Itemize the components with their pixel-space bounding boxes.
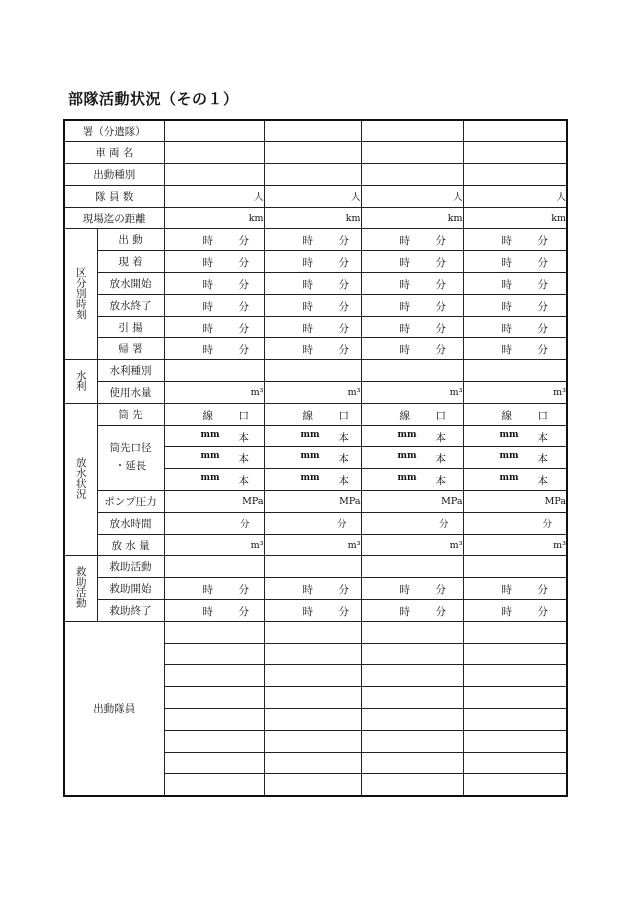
label-time-row: 放水開始: [97, 273, 164, 295]
time-cell[interactable]: 時 分: [463, 251, 567, 273]
cell-input[interactable]: [264, 687, 361, 709]
unit-km[interactable]: km: [164, 207, 264, 229]
section-label-water: 水利: [64, 360, 97, 404]
label-discharge-volume: 放 水 量: [97, 534, 164, 556]
unit-minute[interactable]: 分: [164, 512, 264, 534]
time-cell[interactable]: 時 分: [463, 229, 567, 251]
row-time-2: [64, 251, 567, 273]
label-distance: 現場迄の距離: [64, 207, 164, 229]
row-pump-pressure: [64, 491, 567, 513]
label-time-row: 現 着: [97, 251, 164, 273]
cell-input[interactable]: [264, 120, 361, 142]
cell-input[interactable]: [463, 360, 567, 382]
row-time-5: [64, 316, 567, 338]
cell-input[interactable]: [164, 687, 264, 709]
row-vehicle: [64, 142, 567, 164]
cell-input[interactable]: [164, 142, 264, 164]
time-cell[interactable]: 時 分: [264, 294, 361, 316]
row-water-used: [64, 382, 567, 404]
unit-m3[interactable]: m³: [361, 534, 463, 556]
cell-input[interactable]: [463, 752, 567, 774]
unit-mpa[interactable]: MPa: [361, 491, 463, 513]
time-cell[interactable]: 時 分: [463, 578, 567, 600]
unit-m3[interactable]: m³: [264, 534, 361, 556]
unit-person[interactable]: 人: [463, 185, 567, 207]
unit-person[interactable]: 人: [361, 185, 463, 207]
label-rescue-start: 救助開始: [97, 578, 164, 600]
caliber-cell[interactable]: mm 本: [264, 469, 361, 491]
caliber-cell[interactable]: mm 本: [361, 425, 463, 447]
caliber-cell[interactable]: mm 本: [164, 469, 264, 491]
unit-km[interactable]: km: [264, 207, 361, 229]
nozzle-cell[interactable]: 線 口: [164, 403, 264, 425]
section-label-discharge: 放水状況: [64, 403, 97, 556]
unit-km[interactable]: km: [463, 207, 567, 229]
cell-input[interactable]: [361, 164, 463, 186]
row-rescue-end: [64, 600, 567, 622]
cell-input[interactable]: [164, 774, 264, 796]
section-label-time: 区分別時刻: [64, 229, 97, 360]
cell-input[interactable]: [164, 621, 264, 643]
label-nozzle: 筒 先: [97, 403, 164, 425]
time-cell[interactable]: 時 分: [361, 273, 463, 295]
cell-input[interactable]: [361, 360, 463, 382]
caliber-cell[interactable]: mm 本: [463, 447, 567, 469]
cell-input[interactable]: [361, 730, 463, 752]
unit-mpa[interactable]: MPa: [164, 491, 264, 513]
row-dispatch-type: [64, 164, 567, 186]
row-time-6: [64, 338, 567, 360]
cell-input[interactable]: [463, 556, 567, 578]
cell-input[interactable]: [264, 164, 361, 186]
cell-input[interactable]: [463, 120, 567, 142]
cell-input[interactable]: [361, 774, 463, 796]
unit-minute[interactable]: 分: [463, 512, 567, 534]
cell-input[interactable]: [164, 752, 264, 774]
time-cell[interactable]: 時 分: [463, 600, 567, 622]
unit-m3[interactable]: m³: [361, 382, 463, 404]
cell-input[interactable]: [463, 709, 567, 731]
time-cell[interactable]: 時 分: [264, 251, 361, 273]
time-cell[interactable]: 時 分: [361, 229, 463, 251]
label-vehicle: 車 両 名: [64, 142, 164, 164]
cell-input[interactable]: [463, 142, 567, 164]
cell-input[interactable]: [264, 556, 361, 578]
row-caliber-1: [64, 425, 567, 447]
cell-input[interactable]: [164, 120, 264, 142]
cell-input[interactable]: [264, 665, 361, 687]
cell-input[interactable]: [463, 643, 567, 665]
unit-person[interactable]: 人: [264, 185, 361, 207]
cell-input[interactable]: [463, 665, 567, 687]
time-cell[interactable]: 時 分: [463, 316, 567, 338]
cell-input[interactable]: [361, 142, 463, 164]
label-discharge-time: 放水時間: [97, 512, 164, 534]
label-crew: 出動隊員: [64, 621, 164, 795]
time-cell[interactable]: 時 分: [264, 316, 361, 338]
section-label-rescue: 救助活動: [64, 556, 97, 621]
cell-input[interactable]: [164, 709, 264, 731]
label-rescue-activity: 救助活動: [97, 556, 164, 578]
caliber-cell[interactable]: mm 本: [164, 447, 264, 469]
time-cell[interactable]: 時 分: [264, 600, 361, 622]
time-cell[interactable]: 時 分: [164, 251, 264, 273]
time-cell[interactable]: 時 分: [361, 578, 463, 600]
label-crew-count: 隊 員 数: [64, 185, 164, 207]
cell-input[interactable]: [164, 164, 264, 186]
label-rescue-end: 救助終了: [97, 600, 164, 622]
unit-m3[interactable]: m³: [463, 382, 567, 404]
row-time-3: [64, 273, 567, 295]
cell-input[interactable]: [463, 164, 567, 186]
nozzle-cell[interactable]: 線 口: [463, 403, 567, 425]
unit-m3[interactable]: m³: [463, 534, 567, 556]
cell-input[interactable]: [264, 621, 361, 643]
cell-input[interactable]: [264, 709, 361, 731]
time-cell[interactable]: 時 分: [463, 294, 567, 316]
unit-m3[interactable]: m³: [164, 382, 264, 404]
caliber-cell[interactable]: mm 本: [463, 425, 567, 447]
unit-minute[interactable]: 分: [361, 512, 463, 534]
unit-m3[interactable]: m³: [264, 382, 361, 404]
time-cell[interactable]: 時 分: [264, 229, 361, 251]
unit-m3[interactable]: m³: [164, 534, 264, 556]
label-nozzle-caliber: 筒先口径 ・延長: [97, 425, 164, 490]
cell-input[interactable]: [361, 709, 463, 731]
cell-input[interactable]: [361, 687, 463, 709]
time-cell[interactable]: 時 分: [264, 273, 361, 295]
row-water-type: [64, 360, 567, 382]
label-time-row: 放水終了: [97, 294, 164, 316]
label-time-row: 引 揚: [97, 316, 164, 338]
row-crew: [64, 621, 567, 643]
cell-input[interactable]: [164, 556, 264, 578]
row-station: [64, 120, 567, 142]
time-cell[interactable]: 時 分: [164, 338, 264, 360]
time-cell[interactable]: 時 分: [164, 578, 264, 600]
time-cell[interactable]: 時 分: [264, 578, 361, 600]
caliber-cell[interactable]: mm 本: [361, 469, 463, 491]
time-cell[interactable]: 時 分: [164, 600, 264, 622]
label-station: 署（分遣隊）: [64, 120, 164, 142]
time-cell[interactable]: 時 分: [463, 338, 567, 360]
time-cell[interactable]: 時 分: [164, 273, 264, 295]
unit-minute[interactable]: 分: [264, 512, 361, 534]
cell-input[interactable]: [264, 774, 361, 796]
time-cell[interactable]: 時 分: [361, 600, 463, 622]
cell-input[interactable]: [164, 730, 264, 752]
unit-person[interactable]: 人: [164, 185, 264, 207]
cell-input[interactable]: [264, 752, 361, 774]
row-discharge-time: [64, 512, 567, 534]
row-rescue-activity: [64, 556, 567, 578]
caliber-cell[interactable]: mm 本: [264, 447, 361, 469]
time-cell[interactable]: 時 分: [361, 338, 463, 360]
label-water-used: 使用水量: [97, 382, 164, 404]
label-time-row: 帰 署: [97, 338, 164, 360]
cell-input[interactable]: [361, 665, 463, 687]
time-cell[interactable]: 時 分: [361, 294, 463, 316]
time-cell[interactable]: 時 分: [361, 251, 463, 273]
label-time-row: 出 動: [97, 229, 164, 251]
caliber-cell[interactable]: mm 本: [164, 425, 264, 447]
unit-km[interactable]: km: [361, 207, 463, 229]
cell-input[interactable]: [463, 621, 567, 643]
cell-input[interactable]: [264, 142, 361, 164]
time-cell[interactable]: 時 分: [164, 316, 264, 338]
cell-input[interactable]: [164, 665, 264, 687]
nozzle-cell[interactable]: 線 口: [264, 403, 361, 425]
nozzle-cell[interactable]: 線 口: [361, 403, 463, 425]
time-cell[interactable]: 時 分: [164, 294, 264, 316]
cell-input[interactable]: [164, 360, 264, 382]
row-discharge-volume: [64, 534, 567, 556]
row-time-1: [64, 229, 567, 251]
page-title: 部隊活動状況（その１）: [68, 90, 239, 108]
caliber-cell[interactable]: mm 本: [264, 425, 361, 447]
row-time-4: [64, 294, 567, 316]
row-rescue-start: [64, 578, 567, 600]
activity-form-table: [63, 119, 568, 797]
row-distance: [64, 207, 567, 229]
cell-input[interactable]: [264, 360, 361, 382]
cell-input[interactable]: [361, 556, 463, 578]
cell-input[interactable]: [164, 643, 264, 665]
time-cell[interactable]: 時 分: [361, 316, 463, 338]
cell-input[interactable]: [264, 730, 361, 752]
label-water-type: 水利種別: [97, 360, 164, 382]
row-crew-count: [64, 185, 567, 207]
cell-input[interactable]: [361, 752, 463, 774]
unit-mpa[interactable]: MPa: [463, 491, 567, 513]
cell-input[interactable]: [361, 643, 463, 665]
cell-input[interactable]: [361, 120, 463, 142]
label-pump-pressure: ポンプ圧力: [97, 491, 164, 513]
label-dispatch-type: 出動種別: [64, 164, 164, 186]
caliber-cell[interactable]: mm 本: [463, 469, 567, 491]
cell-input[interactable]: [361, 621, 463, 643]
caliber-cell[interactable]: mm 本: [361, 447, 463, 469]
cell-input[interactable]: [463, 687, 567, 709]
cell-input[interactable]: [463, 730, 567, 752]
row-nozzle: [64, 403, 567, 425]
time-cell[interactable]: 時 分: [463, 273, 567, 295]
unit-mpa[interactable]: MPa: [264, 491, 361, 513]
time-cell[interactable]: 時 分: [164, 229, 264, 251]
time-cell[interactable]: 時 分: [264, 338, 361, 360]
cell-input[interactable]: [264, 643, 361, 665]
cell-input[interactable]: [463, 774, 567, 796]
